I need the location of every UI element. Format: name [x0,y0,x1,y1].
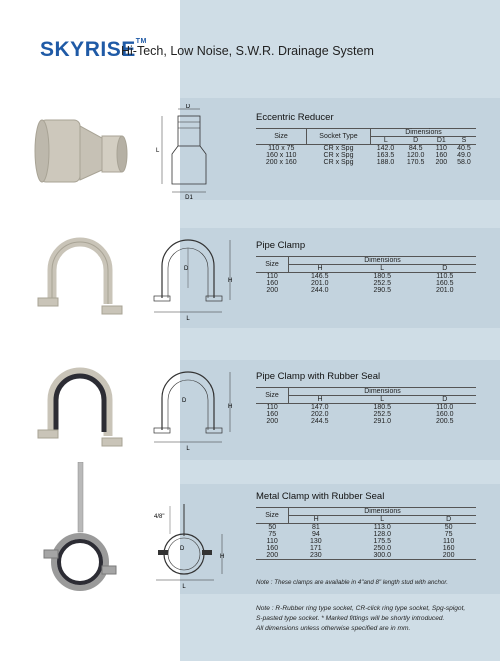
pipe-clamp-diagram [152,236,236,322]
section-title: Pipe Clamp [256,240,306,251]
table-row: 160 171 250.0 160 [266,545,455,552]
col-header: Socket Type [307,129,371,145]
dim-label-l: L [182,584,186,588]
pipe-clamp-rubber-diagram [152,368,236,454]
table-row: 200 244.0 290.5 201.0 [266,287,454,294]
eccentric-reducer-section [256,112,476,166]
eccentric-reducer-image [30,108,130,198]
table-row: 160 x 110 CR x Spg 163.5 120.0 160 49.0 [266,152,471,159]
dim-label-stud: 4/8" [154,514,165,520]
table-row: 160 202.0 252.5 160.0 [266,411,454,418]
footer-note [256,604,465,634]
pipe-clamp-rubber-table [256,387,476,425]
col-header: Dimensions [289,508,477,516]
col-header: L [351,265,414,273]
dim-label-d1: D1 [185,195,193,200]
col-header: D [414,396,477,404]
section-title: Metal Clamp with Rubber Seal [256,491,385,502]
eccentric-reducer-diagram [150,104,220,200]
col-header: Dimensions [289,388,477,396]
table-row: 200 230 300.0 200 [256,552,476,560]
col-header: D1 [431,137,452,145]
dim-label-h: H [220,554,225,560]
metal-clamp-image [32,462,132,594]
brand-logo: SKYRISE™ [40,38,147,61]
dim-label-l: L [186,316,190,322]
pipe-clamp-section [256,240,476,294]
tagline: Hi-Tech, Low Noise, S.W.R. Drainage System [121,44,374,58]
pipe-clamp-image [30,232,130,324]
dim-label-h: H [228,278,233,284]
col-header: Dimensions [370,129,476,137]
header [40,38,480,64]
metal-clamp-diagram [150,502,236,588]
footer-line: Note : R-Rubber ring type socket, CR-click ring type socket, Spg-spigot, [256,605,466,612]
table-row: 110 130 175.5 110 [266,538,455,545]
col-header: L [343,516,421,524]
col-header: Size [256,257,289,273]
pipe-clamp-rubber-section [256,371,476,425]
col-header: Dimensions [289,257,477,265]
eccentric-reducer-table [256,128,476,166]
metal-clamp-table [256,507,476,560]
table-row: 110 x 75 CR x Spg 142.0 84.5 110 40.5 [268,145,471,152]
dim-label-d: D [184,266,189,272]
footer-line: All dimensions unless otherwise specified are in mm. [256,625,411,632]
section-title: Pipe Clamp with Rubber Seal [256,371,381,382]
col-header: L [370,137,400,145]
dim-label-l: L [156,148,160,154]
table-row: 110 146.5 180.5 110.5 [266,273,454,280]
col-header: S [452,137,476,145]
metal-clamp-section [256,491,476,560]
col-header: H [289,265,352,273]
dim-label-l: L [186,446,190,452]
pipe-clamp-table [256,256,476,294]
dim-label-h: H [228,404,233,410]
col-header: D [421,516,476,524]
col-header: Size [256,129,307,145]
table-row: 110 147.0 180.5 110.0 [266,404,454,411]
col-header: L [351,396,414,404]
col-header: H [289,396,352,404]
table-row: 50 81 113.0 50 [268,524,453,531]
table-row: 200 244.5 291.0 200.5 [266,418,454,425]
pipe-clamp-rubber-image [30,362,130,456]
col-header: D [401,137,431,145]
table-row: 75 94 128.0 75 [268,531,453,538]
section-title: Eccentric Reducer [256,112,334,123]
col-header: H [289,516,344,524]
dim-label-d: D [182,398,187,404]
footer-line: S-pasted type socket. * Marked fittings will be shortly introduced. [256,615,445,622]
col-header: Size [256,508,289,524]
col-header: D [414,265,477,273]
dim-label-d: D [180,546,185,552]
metal-clamp-note: Note : These clamps are available in 4"and 8" length stud with anchor. [256,579,448,586]
table-row: 200 x 160 CR x Spg 188.0 170.5 200 58.0 [265,159,471,166]
table-row: 160 201.0 252.5 160.5 [266,280,454,287]
dim-label-d: D [185,104,191,110]
col-header: Size [256,388,289,404]
